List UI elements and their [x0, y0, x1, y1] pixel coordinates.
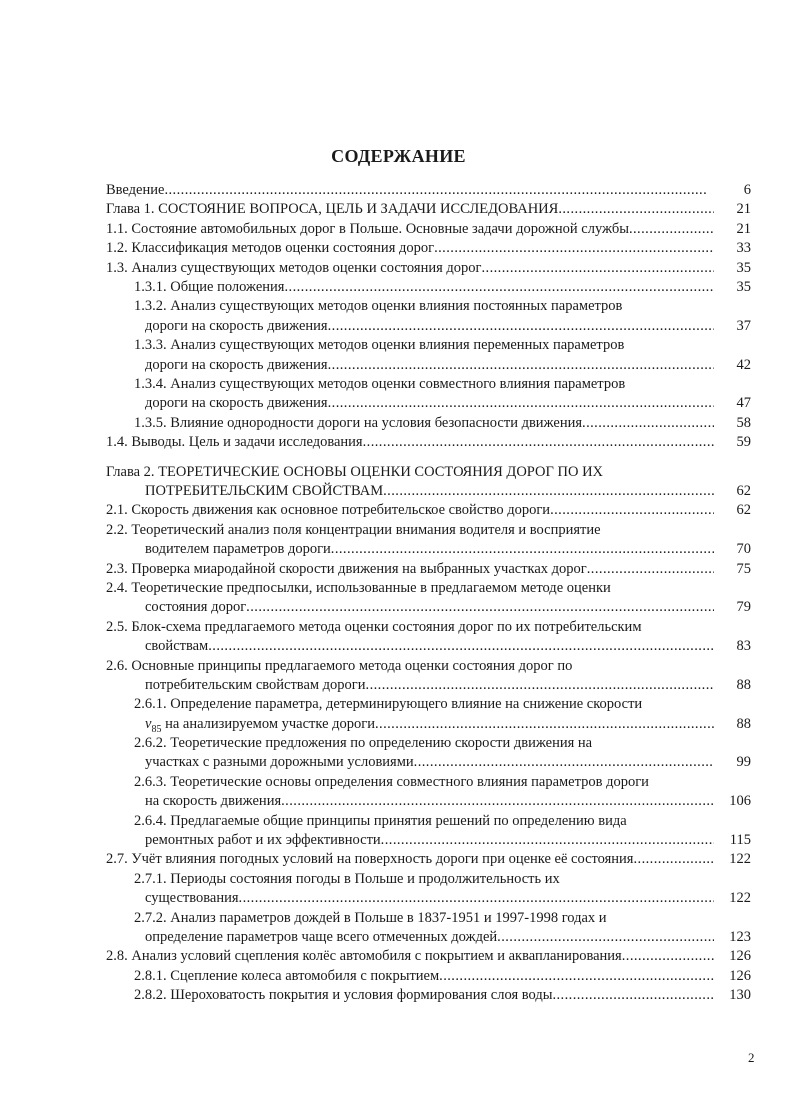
leader-dots — [633, 850, 714, 869]
toc-entry — [106, 220, 751, 239]
table-of-contents — [106, 181, 751, 1006]
toc-entry-text: участках с разными дорожными условиями — [145, 754, 414, 771]
toc-page-number: 123 — [729, 929, 751, 946]
toc-page-number: 6 — [743, 182, 751, 198]
toc-page-number: 58 — [736, 414, 751, 431]
leader-dots — [366, 676, 714, 695]
toc-page-number: 99 — [736, 754, 751, 771]
toc-entry-text: на скорость движения — [145, 793, 282, 810]
toc-page-number: 59 — [736, 434, 751, 451]
toc-page-number: 35 — [736, 259, 751, 276]
toc-entry — [106, 850, 751, 869]
toc-page-number: 126 — [729, 948, 751, 965]
page-number: 2 — [748, 1050, 755, 1065]
leader-dots — [414, 753, 714, 772]
toc-entry-text: 1.3.2. Анализ существующих методов оценки влияния постоянных параметров — [134, 298, 623, 315]
toc-entry-text: 1.3.5. Влияние однородности дороги на условия безопасности движения — [134, 414, 583, 431]
toc-page-number: 42 — [736, 356, 751, 373]
toc-entry-text: 2.4. Теоретические предпосылки, использованные в предлагаемом методе оценки — [106, 579, 611, 596]
leader-dots — [375, 715, 714, 734]
toc-page-number: 126 — [729, 967, 751, 984]
toc-page-number: 122 — [729, 851, 751, 868]
toc-entry-text: 2.7. Учёт влияния погодных условий на поверхность дороги при оценке её состояния — [106, 851, 634, 868]
toc-entry — [106, 909, 751, 948]
toc-entry-text: 2.5. Блок-схема предлагаемого метода оценки состояния дорог по их потребительским — [106, 618, 642, 635]
toc-entry — [106, 278, 751, 297]
leader-dots — [622, 947, 714, 966]
toc-entry-text: 2.6.1. Определение параметра, детерминирующего влияние на снижение скорости — [134, 696, 643, 713]
toc-page-number: 70 — [736, 541, 751, 558]
leader-dots — [629, 220, 714, 239]
toc-page-number: 21 — [736, 201, 751, 218]
toc-entry — [106, 181, 751, 200]
toc-page-number: 115 — [729, 832, 751, 849]
toc-entry-text: $v_{85}$ на анализируемом участке дороги — [145, 715, 375, 735]
leader-dots — [497, 928, 714, 947]
toc-entry — [106, 239, 751, 258]
toc-page-number: 122 — [729, 890, 751, 907]
toc-entry — [106, 501, 751, 520]
toc-page-number: 33 — [736, 240, 751, 257]
toc-entry — [106, 521, 751, 560]
toc-entry-text: 2.8. Анализ условий сцепления колёс автомобиля с покрытием и аквапланирования — [106, 948, 622, 965]
toc-page-number: 62 — [736, 482, 751, 499]
leader-dots — [381, 831, 714, 850]
toc-entry-text: 1.3.3. Анализ существующих методов оценки влияния переменных параметров — [134, 337, 625, 354]
leader-dots — [239, 889, 714, 908]
toc-entry — [106, 336, 751, 375]
toc-page-number: 37 — [736, 317, 751, 334]
toc-entry — [106, 463, 751, 502]
toc-entry — [106, 734, 751, 773]
leader-dots — [284, 278, 714, 297]
toc-entry — [106, 414, 751, 433]
toc-entry-text: 2.6. Основные принципы предлагаемого метода оценки состояния дорог по — [106, 657, 573, 674]
toc-entry — [106, 986, 751, 1005]
toc-entry — [106, 695, 751, 734]
leader-dots — [281, 792, 714, 811]
toc-entry — [106, 375, 751, 414]
toc-entry — [106, 259, 751, 278]
toc-entry-text: водителем параметров дороги — [145, 541, 331, 558]
toc-entry-text: 2.8.1. Сцепление колеса автомобиля с покрытием — [134, 967, 440, 984]
toc-entry-text: потребительским свойствам дороги — [145, 676, 366, 693]
toc-entry — [106, 656, 751, 695]
toc-entry-text: дороги на скорость движения — [145, 317, 328, 334]
toc-page-number: 106 — [729, 793, 751, 810]
toc-entry-text: Глава 2. ТЕОРЕТИЧЕСКИЕ ОСНОВЫ ОЦЕНКИ СОСТОЯНИЯ ДОРОГ ПО ИХ — [106, 463, 604, 480]
leader-dots — [331, 540, 714, 559]
toc-entry-text: 2.6.3. Теоретические основы определения совместного влияния параметров дороги — [134, 773, 649, 790]
toc-entry-text: ПОТРЕБИТЕЛЬСКИМ СВОЙСТВАМ — [145, 482, 384, 499]
toc-entry — [106, 200, 751, 219]
toc-entry-text: 2.6.2. Теоретические предложения по определению скорости движения на — [134, 735, 593, 752]
toc-entry-text: 2.6.4. Предлагаемые общие принципы принятия решений по определению вида — [134, 812, 627, 829]
toc-page-number: 35 — [736, 278, 751, 295]
toc-page-number: 21 — [736, 220, 751, 237]
toc-entry-text: 2.7.1. Периоды состояния погоды в Польше и продолжительность их — [134, 870, 560, 887]
toc-entry-text: 1.3.1. Общие положения — [134, 278, 285, 295]
toc-entry-text: 1.2. Классификация методов оценки состояния дорог — [106, 240, 435, 257]
toc-entry-text: Глава 1. СОСТОЯНИЕ ВОПРОСА, ЦЕЛЬ И ЗАДАЧИ ИССЛЕДОВАНИЯ — [106, 201, 559, 218]
leader-dots — [328, 317, 714, 336]
leader-dots — [558, 200, 714, 219]
toc-entry-text: свойствам — [145, 638, 209, 655]
leader-dots — [587, 560, 714, 579]
leader-dots — [328, 394, 714, 413]
toc-entry — [106, 773, 751, 812]
leader-dots — [328, 356, 714, 375]
leader-dots — [383, 482, 714, 501]
toc-page-number: 75 — [736, 560, 751, 577]
toc-entry-text: 1.3.4. Анализ существующих методов оценки совместного влияния параметров — [134, 375, 626, 392]
toc-entry — [106, 947, 751, 966]
toc-entry — [106, 812, 751, 851]
leader-dots — [582, 414, 714, 433]
toc-entry — [106, 433, 751, 452]
leader-dots — [434, 239, 714, 258]
toc-entry — [106, 618, 751, 657]
leader-dots — [552, 986, 714, 1005]
leader-dots — [363, 433, 714, 452]
toc-entry-text: 1.1. Состояние автомобильных дорог в Польше. Основные задачи дорожной службы — [106, 220, 629, 237]
toc-page-number: 79 — [736, 599, 751, 616]
toc-entry-text: существования — [145, 890, 239, 907]
toc-entry — [106, 297, 751, 336]
toc-entry-text: 1.3. Анализ существующих методов оценки состояния дорог — [106, 259, 482, 276]
toc-page-number: 62 — [736, 502, 751, 519]
toc-page-number: 83 — [736, 638, 751, 655]
toc-entry — [106, 579, 751, 618]
toc-entry-text: 2.8.2. Шероховатость покрытия и условия формирования слоя воды — [134, 987, 553, 1004]
toc-entry-text: 1.4. Выводы. Цель и задачи исследования — [106, 434, 363, 451]
toc-entry — [106, 870, 751, 909]
toc-entry-text: ремонтных работ и их эффективности — [145, 832, 381, 849]
toc-entry-text: 2.1. Скорость движения как основное потребительское свойство дороги — [106, 502, 551, 519]
toc-entry-text: определение параметров чаще всего отмеченных дождей — [145, 929, 498, 946]
toc-entry-text: состояния дорог — [145, 599, 247, 616]
toc-page-number: 47 — [736, 395, 751, 412]
toc-entry-text: 2.7.2. Анализ параметров дождей в Польше в 1837-1951 и 1997-1998 годах и — [134, 909, 607, 926]
leader-dots — [439, 967, 714, 986]
toc-entry-text: дороги на скорость движения — [145, 395, 328, 412]
leader-dots — [164, 181, 714, 200]
toc-page-number: 130 — [729, 987, 751, 1004]
leader-dots — [550, 501, 714, 520]
toc-entry — [106, 967, 751, 986]
toc-page-number: 88 — [736, 676, 751, 693]
toc-entry-text: 2.3. Проверка миародайной скорости движения на выбранных участках дорог — [106, 560, 587, 577]
leader-dots — [481, 259, 714, 278]
toc-entry — [106, 560, 751, 579]
toc-entry-text: 2.2. Теоретический анализ поля концентрации внимания водителя и восприятие — [106, 521, 601, 538]
toc-page-number: 88 — [736, 715, 751, 732]
toc-entry-text: дороги на скорость движения — [145, 356, 328, 373]
toc-entry-text: Введение — [106, 182, 165, 198]
leader-dots — [208, 637, 714, 656]
page-title: СОДЕРЖАНИЕ — [331, 146, 466, 166]
leader-dots — [246, 598, 714, 617]
